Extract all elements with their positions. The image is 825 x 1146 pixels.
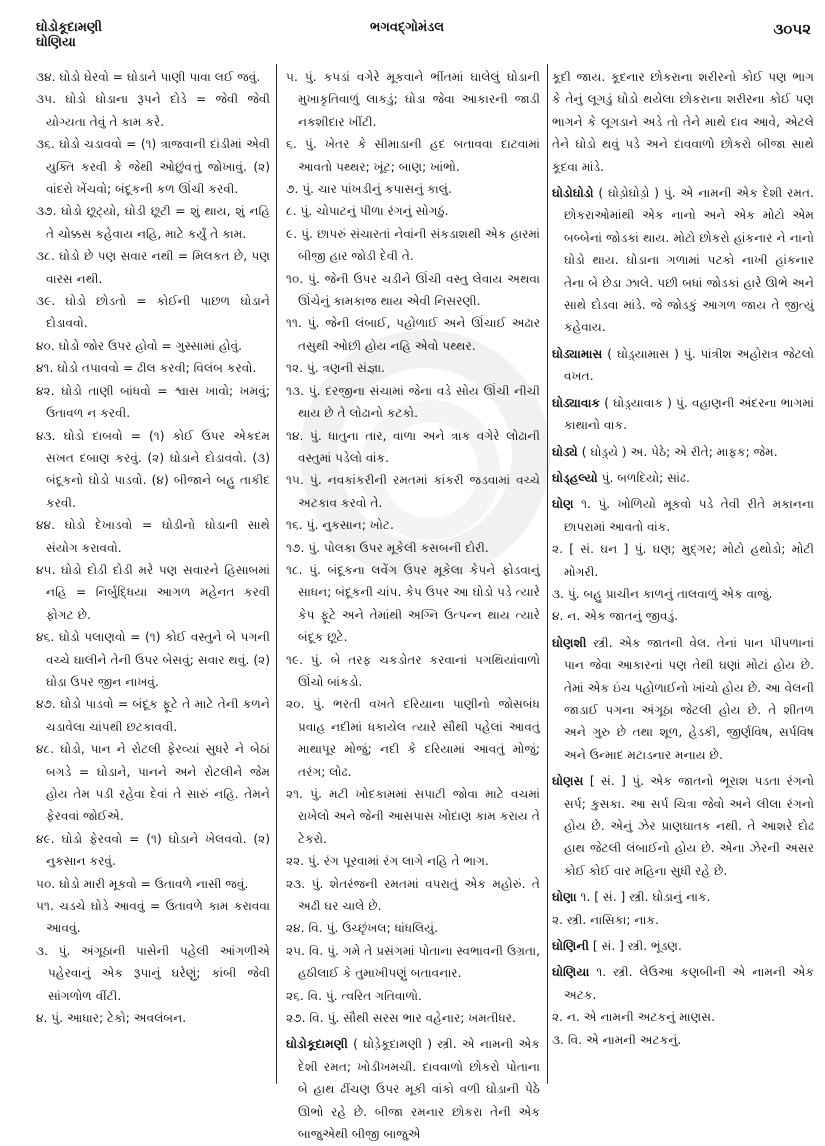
headword: ઘોડોકૂદામણી (286, 1037, 348, 1052)
idiom-entry (36, 357, 270, 379)
headword: ઘોડ્યાવાક (552, 395, 601, 410)
entry-text: ૫૧. ચડચે ઘોડે આવવું = ઉતાવળે કામ કરાવવા આવવું. (36, 899, 270, 936)
sense-entry (286, 850, 540, 872)
entry-text: ૧૪. પું. ધાતુના તાર, વાળા અને ત્રાક વગેરે લોઢાની વસ્તુમાં પડેલો વાંક. (286, 428, 540, 465)
guide-word-first: ઘોડોકૂદામણી (36, 20, 102, 35)
entry-text: ૩૫. ઘોડો ઘોડાના રૂપને દોડે = જેવી જેવી યોગ્યતા તેવું તે કામ કરે. (36, 92, 270, 129)
idiom-entry (36, 693, 270, 738)
headword: ઘોડ્હલ્યો (552, 470, 598, 485)
sense-entry (286, 178, 540, 200)
sense-entry (286, 200, 540, 222)
sense-entry (286, 380, 540, 425)
sense-entry (286, 514, 540, 536)
entry-text: ૧. સ્ત્રી. લેઉઆ કણબીની એ નામની એક અટક. (564, 965, 814, 1002)
headword: ઘોડ્યામાસ (552, 346, 603, 361)
dictionary-entry (552, 886, 814, 908)
entry-text: [ સં. ] સ્ત્રી. ભૂંડણ. (588, 939, 682, 954)
entry-text: સ્ત્રી. એક જાતની વેલ. તેનાં પાન પીપળાનાં પાન જેવા આકારનાં પણ તેથી ઘણાં મોટાં હોય છે. તેમાં એક ઇંચ પહોળાઈનો ખાંચો હોય છે. આ વેલની જાડાઈ પગના અંગૂઠા જેટલી હોય છે. તે શીતળ અને ગુરુ છે તથા શૂળ, હેડકી, જીર્ણવિષ, સર્પવિષ અને ઉન્માદ મટાડનાર મનાય છે. (564, 635, 814, 762)
entry-text: ૪. પું. આધાર; ટેકો; અવલંબન. (36, 1011, 187, 1026)
entry-text: ૨૭. વિ. પું. સૌથી સરસ ભાર વહેનાર; ખમતીધર. (286, 1011, 516, 1026)
column-divider (547, 64, 548, 1084)
entry-text: ( ઘોડ઼ેકૂદામણી ) સ્ત્રી. એ નામની એક દેશી રમત; ખોડીખમચી. દાવવાળો છોકરો પોતાના બે હાથ ઢીંચણ ઉપર મૂકી વાંકો વળી ઘોડાની પેઠે ઊભો રહે છે. બીજા રમનાર છોકરા તેની એક બાજુએથી બીજી બાજુએ (298, 1037, 540, 1142)
entry-text: ૨૫. વિ. પું. ગમે તે પ્રસંગમાં પોતાના સ્વભાવની ઉગ્રતા, હઠીલાઈ કે તુમાખીપણું બતાવનાર. (286, 943, 540, 981)
entry-text: ૧૮. પું. બંદૂકના લવેંગ ઉપર મૂકેલા કેપને ફોડવાનું સાધન; બંદૂકની ચાંપ. કેપ ઉપર આ ઘોડો પડે ત્યારે કેપ ફૂટે અને તેમાંથી અગ્નિ ઉત્પન્ન થાય ત્યારે બંદૂક છૂટે. (286, 562, 540, 645)
entry-text: ૪૯. ઘોડો ફેરવવો = (૧) ઘોડાને ખેલવવો. (૨) નુકસાન કરવું. (36, 831, 270, 869)
entry-text: ૪૨. ઘોડો તાણી બાંધવો = શ્વાસ ખાવો; ખમવું; ઉતાવળ ન કરવી. (36, 383, 270, 421)
sense-entry (286, 1007, 540, 1029)
sense-entry (286, 940, 540, 985)
sense-entry (286, 223, 540, 268)
entry-text: ૧૬. પું. નુકસાન; ખોટ. (286, 518, 394, 533)
page-header (0, 0, 825, 60)
idiom-entry (36, 66, 270, 88)
idiom-entry (36, 133, 270, 200)
column-1 (36, 66, 270, 1029)
entry-text: ૩૬. ઘોડો ચડાવવો = (૧) ત્રાજવાની દાંડીમાં એવી યુક્તિ કરવી કે જેથી ઓછુંવત્તું જોખાવું. (૨) વાંદરો ખેંચવો; બંદૂકની કળ ઊંચી કરવી. (36, 137, 270, 197)
entry-text: ૩૯. ઘોડો છોડતો = કોઈની પાછળ ઘોડાને દોડાવવો. (36, 294, 270, 331)
idiom-entry (36, 245, 270, 290)
sense-entry (286, 66, 540, 133)
column-3 (552, 66, 814, 1051)
sense-entry (286, 357, 540, 379)
dictionary-entry (552, 392, 814, 437)
entry-text: ૪૮. ઘોડો, પાન ને રોટલી ફેરવ્યાં સુધરે ને બેઠાં બગડે = ઘોડાને, પાનને અને રોટલીને જેમ હોય તેમ પડી રહેવા દેવાં તે સારું નહિ. તેમને ફેરવવાં જોઈએ. (36, 742, 270, 824)
dictionary-entry (552, 961, 814, 1006)
entry-text: ૨. [ સં. ઘન ] પું. ઘણ; મુદ્ગર; મોટો હથોડો; મોટી મોગરી. (552, 542, 814, 579)
sense-entry (286, 537, 540, 559)
entry-text: ૨૩. પું. શેતરંજની રમતમાં વપરાતું એક મહોરું. તે અઢી ઘર ચાલે છે. (286, 876, 540, 914)
guide-word-last: ઘોણિયા (36, 35, 76, 50)
guide-words (36, 20, 102, 50)
idiom-entry (36, 88, 270, 133)
entry-text: ૧૦. પું. જેની ઉપર ચડીને ઊંચી વસ્તુ લેવાય અથવા ઊંચેનું કામકાજ થાય એવી નિસરણી. (286, 271, 540, 309)
headword: ઘોડ્યે (552, 444, 578, 459)
entry-text: ૬. પું. ખેતર કે સીમાડાની હદ બતાવવા દાટવામાં આવતો પથ્થર; ખૂંટ; બાણ; ખાંભો. (286, 137, 540, 174)
idiom-entry (36, 873, 270, 895)
idiom-entry (36, 200, 270, 245)
entry-text: ૧૯. પું. બે તરફ ચકડોતર કરવાનાં પગથિયાંવાળો ઊંચો બાંકડો. (286, 652, 540, 689)
sense-entry (552, 583, 814, 605)
dictionary-entry (552, 632, 814, 766)
entry-text: ૧. પું. ખોળિયો મૂકવો પડે તેવી રીતે મકાનના છાપરામાં આવતો વાંક. (564, 497, 814, 534)
dictionary-entry (552, 182, 814, 339)
entry-text: ( ઘોડ઼ોઘોડ઼ો ) પું. એ નામની એક દેશી રમત. છોકરાઓમાંથી એક નાનો અને એક મોટો એમ બબ્બેનાં જોડકાં થાય. મોટો છોકરો હાંકનાર ને નાનો ઘોડો થાય. ઘોડાના ગળામાં પટકો નાખી હાંકનાર તેના બે છેડા ઝાલે. પછી બધાં જોડકાં હારે ઊભે અને સાથે દોડવા માંડે. જે જોડકું આગળ જાય તે જીત્યું કહેવાય. (564, 186, 814, 335)
entry-text: ૩૭. ઘોડો છૂટ્યો, ઘોડી છૂટી = શું થાય, શું નહિ તે ચોક્કસ કહેવાય નહિ, માટે કર્યું તે કામ. (36, 204, 270, 241)
sense-entry (286, 469, 540, 514)
publication-title: ભગવદ્ગોમંડલ (370, 20, 445, 35)
entry-text: ૪૬. ઘોડો પલાણવો = (૧) કોઈ વસ્તુને બે પગની વચ્ચે ઘાલીને તેની ઉપર બેસવું; સવાર થવું. (૨) ઘોડા ઉપર જીન નાખવું. (36, 630, 270, 689)
entry-text: ૧. [ સં. ] સ્ત્રી. ઘોડાનું નાક. (576, 890, 711, 905)
entry-text: ૪૧. ઘોડો તપાવવો = ઢીલ કરવી; વિલંબ કરવો. (36, 361, 257, 376)
sense-entry (286, 425, 540, 470)
idiom-entry (36, 335, 270, 357)
sense-entry (286, 783, 540, 850)
sense-entry (36, 940, 270, 1007)
dictionary-entry (552, 441, 814, 463)
entry-text: ૨૨. પું. રંગ પૂરવામાં રંગ લાગે નહિ તે ભાગ. (286, 854, 489, 869)
sense-entry (552, 66, 814, 178)
page-number: ૩૦૫૨ (773, 20, 811, 38)
entry-text: ૨. ન. એ નામની અટકનું માણસ. (552, 1010, 716, 1025)
entry-text: ૩. પું. બહુ પ્રાચીન કાળનું તાલવાળું એક વાજું. (552, 586, 773, 601)
idiom-entry (36, 559, 270, 626)
headword: ઘોડોઘોડો (552, 186, 594, 201)
sense-entry (286, 649, 540, 694)
sense-entry (286, 312, 540, 357)
sense-entry (552, 605, 814, 627)
entry-text: ૨. સ્ત્રી. નાસિકા; નાક. (552, 912, 659, 927)
entry-text: ૩. વિ. એ નામની અટકનું. (552, 1032, 682, 1047)
idiom-entry (36, 514, 270, 559)
entry-text: ૪૦. ઘોડો જોર ઉપર હોવો = ગુસ્સામાં હોવું. (36, 338, 243, 353)
headword: ઘોણ (552, 497, 574, 512)
column-divider (276, 64, 277, 1084)
headword: ઘોણિયા (552, 965, 590, 980)
idiom-entry (36, 290, 270, 335)
entry-text: ૨૬. વિ. પું. ત્વરિત ગતિવાળો. (286, 988, 422, 1003)
sense-entry (552, 909, 814, 931)
sense-entry (552, 1006, 814, 1028)
entry-text: ૮. પું. ચોપાટનું પીળા રંગનું સોગઠું. (286, 204, 449, 219)
sense-entry (286, 917, 540, 939)
dictionary-entry (552, 467, 814, 489)
sense-entry (36, 1007, 270, 1029)
dictionary-entry (552, 343, 814, 388)
headword: ઘોણસ (552, 774, 584, 789)
entry-text: પું. બળદિયો; સાંઢ. (597, 470, 690, 485)
idiom-entry (36, 425, 270, 515)
dictionary-entry (286, 1033, 540, 1145)
entry-text: ૨૦. પું. ભરતી વખતે દરિયાના પાણીનો જોસબંધ પ્રવાહ નદીમાં ધકાયેલ ત્યારે સૌથી પહેલાં આવતું માથાપૂર મોજું; નદી કે દરિયામાં આવતું મોજું; તરંગ; લોઢ. (286, 697, 540, 779)
entry-text: ૧૧. પું. જેની લંબાઈ, પહોળાઈ અને ઊંચાઈ અઢાર તસુથી ઓછી હોય નહિ એવો પથ્થર. (286, 316, 540, 353)
entry-text: ૧૩. પું. દરજીના સંચામાં જેના વડે સોય ઊંચી નીચી થાય છે તે લોઢાનો કટકો. (286, 383, 540, 421)
entry-text: ૩૮. ઘોડો છે પણ સવાર નથી = મિલકત છે, પણ વારસ નથી. (36, 249, 270, 286)
entry-text: ૧૭. પું. પોલકા ઉપર મૂકેલી કસબની દોરી. (286, 540, 489, 555)
dictionary-entry (552, 493, 814, 538)
idiom-entry (36, 738, 270, 828)
entry-text: ( ઘોડ઼્યામાસ ) પું. પાંત્રીશ અહોરાત્ર જેટલો વખત. (564, 346, 814, 384)
entry-text: ૪૩. ઘોડો દાબવો = (૧) કોઈ ઉપર એકદમ સખત દબાણ કરવું. (૨) ઘોડાને દોડાવવો. (૩) બંદૂકનો ઘોડો પાડવો. (૪) બીજાને બહુ તાકીદ કરવી. (36, 428, 270, 510)
idiom-entry (36, 895, 270, 940)
sense-entry (286, 873, 540, 918)
entry-text: ૧૫. પું. નવકાંકરીની રમતમાં કાંકરી જડવામાં વચ્ચે અટકાવ કરવો તે. (286, 473, 540, 510)
headword: ઘોણિની (552, 939, 589, 954)
entry-text: ૧૨. પું. ત્રણની સંજ્ઞા. (286, 361, 385, 376)
entry-text: ૪. ન. એક જાતનું જીવડું. (552, 609, 679, 624)
entry-text: ૩૪. ઘોડો ઘેરવો = ઘોડાને પાણી પાવા લઈ જવું. (36, 70, 261, 84)
entry-text: ૨૪. વિ. પું. ઉચ્છૃંખલ; ધાંધલિયું. (286, 921, 439, 936)
sense-entry (552, 1029, 814, 1051)
entry-text: ૯. પું. છાપરું સંચારતાં નેવાંની સંકડાશથી એક હારમાં બીજી હાર જોડી દેવી તે. (286, 226, 540, 264)
entry-text: ૪૭. ઘોડો પાડવો = બંદૂક ફૂટે તે માટે તેની કળને ચડાવેલા ચાંપથી છટકાવવી. (36, 697, 270, 734)
column-2 (286, 66, 540, 1146)
entry-text: ૪૫. ઘોડો દોડી દોડી મરે પણ સવારને હિસાબમાં નહિ = નિર્બુદ્ધિયા આગળ મહેનત કરવી ફોગટ છે. (36, 562, 270, 622)
entry-text: ૫૦. ઘોડો મારી મૂકવો = ઉતાવળે નાસી જવું. (36, 876, 249, 891)
entry-text: ( ઘોડ઼્યાવાક ) પું. વહાણની અંદરના ભાગમાં કાથાનો વાક. (564, 395, 814, 433)
dictionary-entry (552, 935, 814, 957)
entry-text: ૩. પું. અંગૂઠાની પાસેની પહેલી આંગળીએ પહેરવાનું એક રૂપાનું ઘરેણું; કાંબી જેવી સાંગળોળ વીંટી. (36, 943, 270, 1003)
entry-text: ૨૧. પું. મટી ખોદકામમાં સપાટી જોવા માટે વચમાં રાખેલો અને જેની આસપાસ ખોદાણ કામ કરાય તે ટેકરો. (286, 787, 540, 846)
dictionary-entry (552, 770, 814, 882)
entry-text: ૭. પું. ચાર પાંખડીનું કપાસનું કાલું. (286, 182, 452, 197)
sense-entry (552, 538, 814, 583)
sense-entry (286, 559, 540, 649)
sense-entry (286, 985, 540, 1007)
sense-entry (286, 268, 540, 313)
entry-text: ૫. પું. કપડાં વગેરે મૂકવાને ભીંતમાં ઘાલેલું ઘોડાની મુખાકૃતિવાળું લાકડું; ઘોડા જેવા આકારની જાડી નકશીદાર ખીંટી. (286, 70, 540, 129)
entry-text: [ સં. ] પું. એક જાતનો ભૂરાશ પડતા રંગનો સર્પ; કુસકા. આ સર્પ ચિત્રા જેવો અને લીલા રંગનો હોય છે. એનું ઝેર પ્રાણઘાતક નથી. તે આશરે દોઢ હાથ જેટલી લંબાઈનો હોય છે. એના ઝેરની અસર કોઈ કોઈ વાર મહિના સુધી રહે છે. (564, 774, 814, 878)
idiom-entry (36, 626, 270, 693)
headword: ઘોણા (552, 890, 577, 905)
sense-entry (286, 133, 540, 178)
entry-text: કૂદી જાય. કૂદનાર છોકરાના શરીરનો કોઈ પણ ભાગ કે તેનું લૂગડું ઘોડો થયેલા છોકરાના શરીરના કોઈ પણ ભાગને કે લૂગડાને અડે તો તેને માથે દાવ આવે, એટલે તેને ઘોડો થવું પડે અને દાવવાળો છોકરો બીજા સાથે કૂદવા માંડે. (552, 70, 814, 174)
idiom-entry (36, 828, 270, 873)
sense-entry (286, 693, 540, 783)
idiom-entry (36, 380, 270, 425)
entry-text: ( ઘોડ઼્યે ) અ. પેઠે; એ રીતે; માફક; જેમ. (577, 444, 778, 459)
headword: ઘોણશી (552, 635, 587, 650)
entry-text: ૪૪. ઘોડો દેખાડવો = ઘોડીનો ઘોડાની સાથે સંયોગ કરાવવો. (36, 518, 270, 555)
